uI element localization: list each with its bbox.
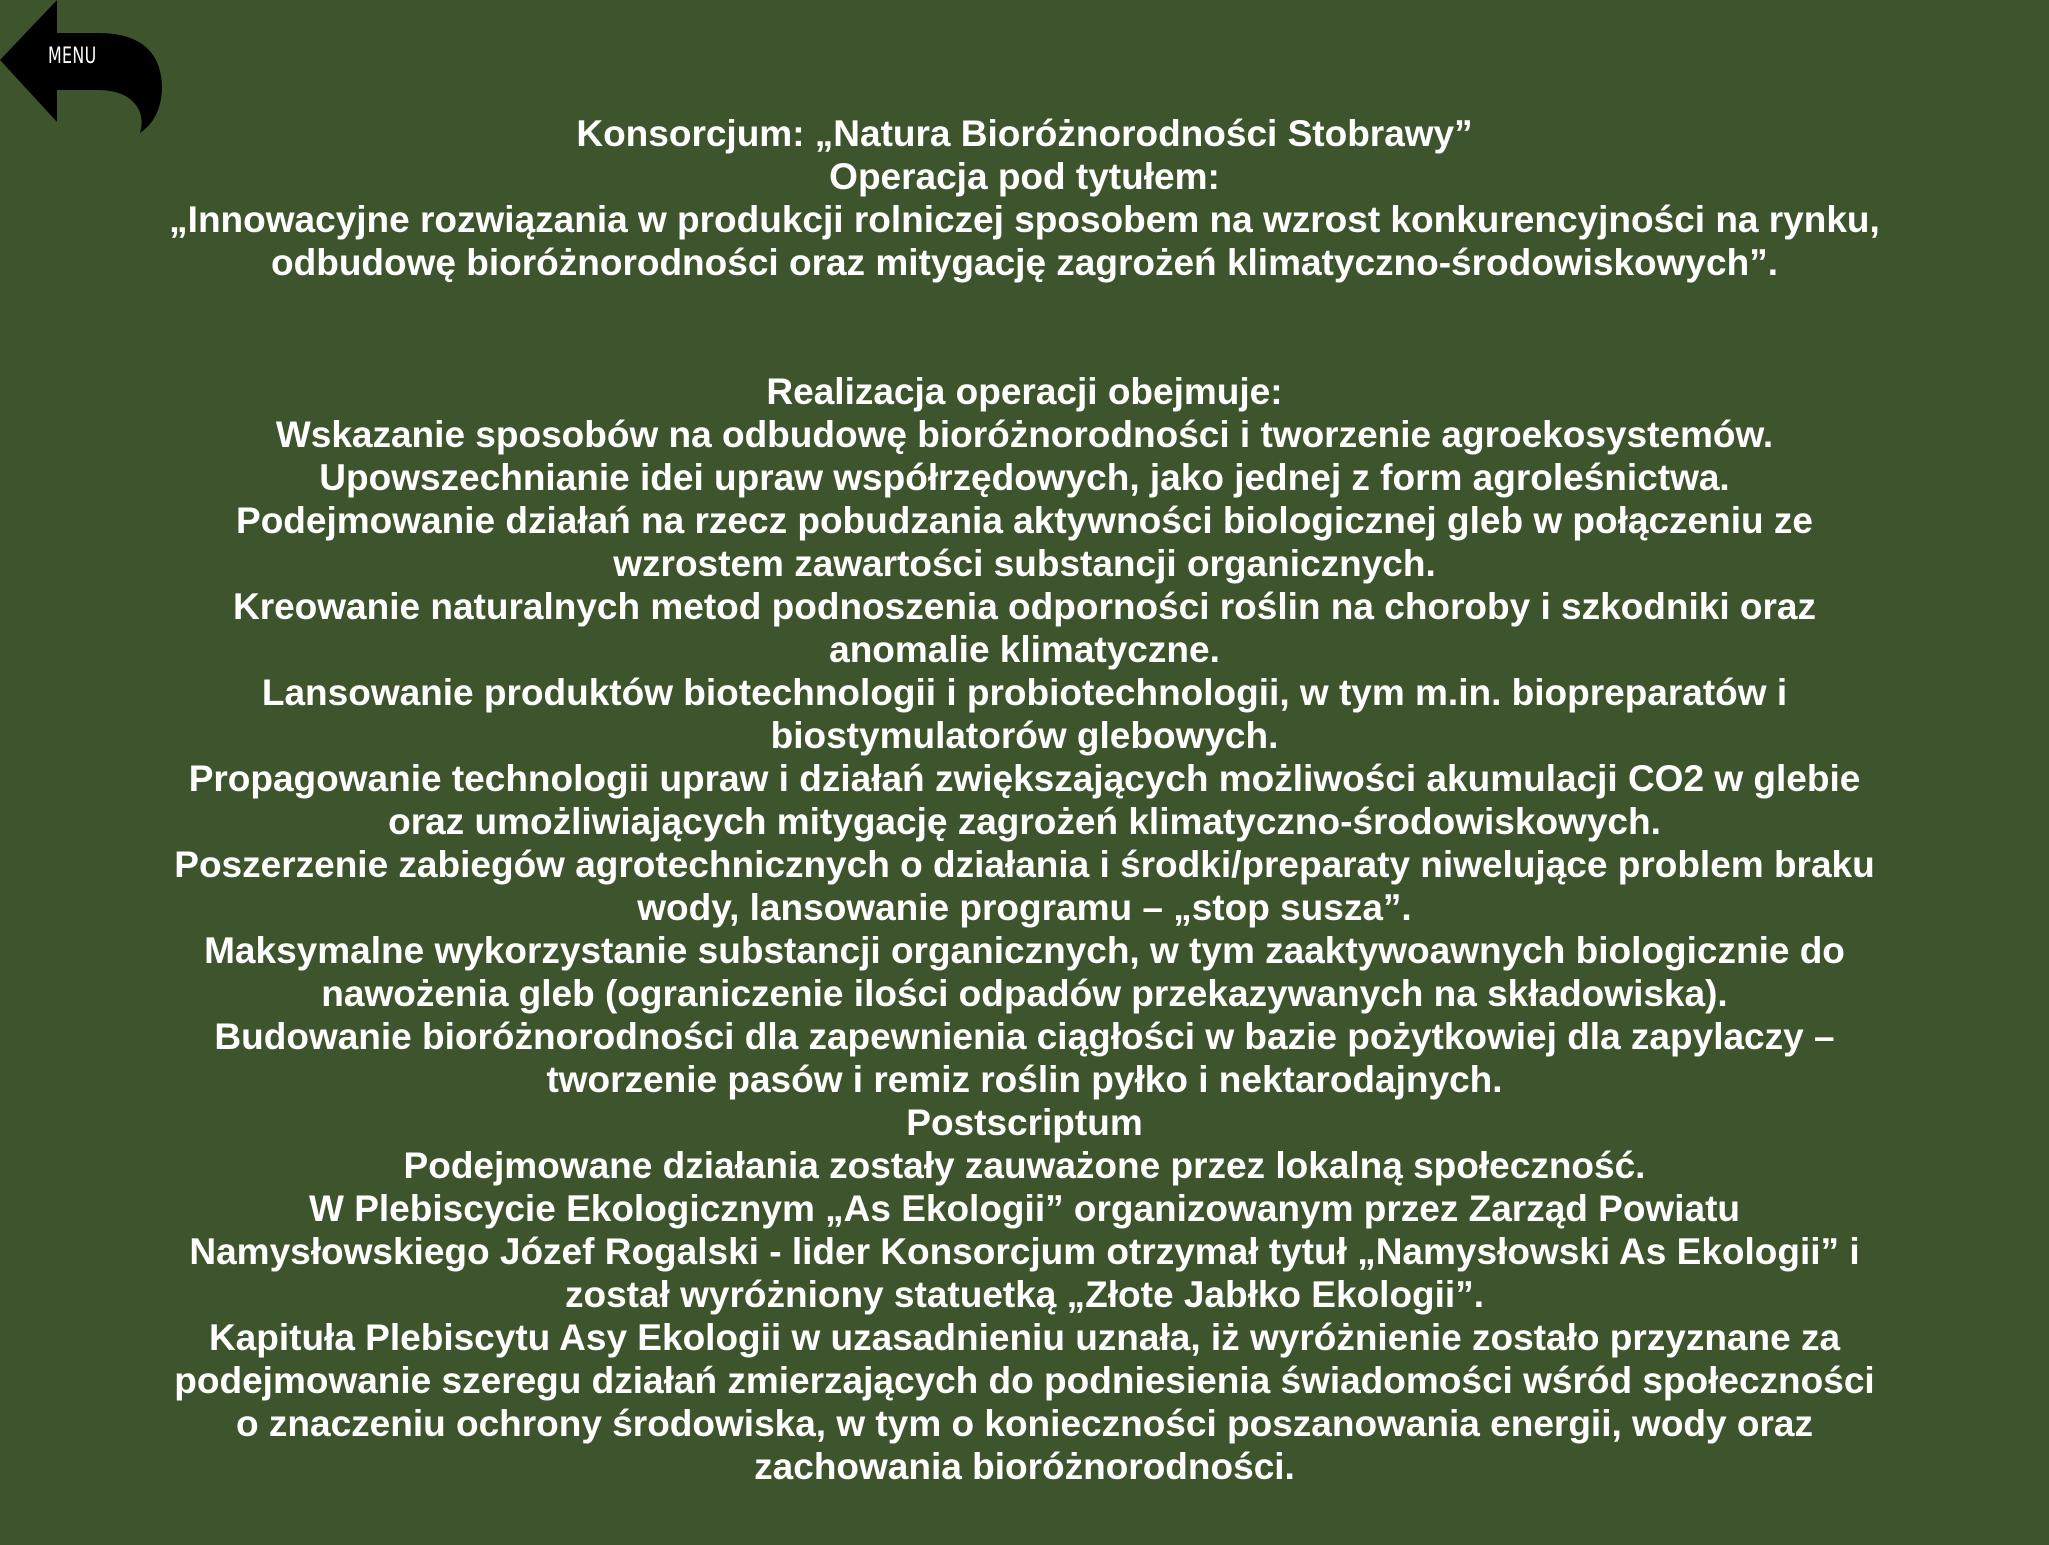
body-line: Propagowanie technologii upraw i działań zwiększających możliwości akumulacji CO2 w glebie — [188, 758, 1861, 799]
main-content — [0, 112, 2049, 1488]
body-line: Lansowanie produktów biotechnologii i probiotechnologii, w tym m.in. biopreparatów i — [261, 672, 1788, 713]
body-line: nawożenia gleb (ograniczenie ilości odpadów przekazywanych na składowiska). — [321, 973, 1728, 1014]
body-line: tworzenie pasów i remiz roślin pyłko i nektarodajnych. — [546, 1059, 1503, 1100]
body-line: anomalie klimatyczne. — [829, 629, 1220, 670]
body-line: Wskazanie sposobów na odbudowę bioróżnorodności i tworzenie agroekosystemów. — [275, 414, 1774, 455]
body-line: Budowanie bioróżnorodności dla zapewnienia ciągłości w bazie pożytkowiej dla zapylaczy – — [214, 1016, 1835, 1057]
body-line: o znaczeniu ochrony środowiska, w tym o konieczności poszanowania energii, wody oraz — [236, 1403, 1813, 1444]
body-line: biostymulatorów glebowych. — [770, 715, 1279, 756]
body-line: podejmowanie szeregu działań zmierzających do podniesienia świadomości wśród społeczności — [174, 1360, 1875, 1401]
body-line: oraz umożliwiających mitygację zagrożeń klimatyczno-środowiskowych. — [388, 801, 1661, 842]
body-line: Maksymalne wykorzystanie substancji organicznych, w tym zaaktywoawnych biologicznie do — [204, 930, 1845, 971]
body-line: Podejmowane działania zostały zauważone przez lokalną społeczność. — [403, 1145, 1646, 1186]
body-line: wody, lansowanie programu – „stop susza”. — [637, 887, 1412, 928]
body-line: Kreowanie naturalnych metod podnoszenia odporności roślin na choroby i szkodniki oraz — [232, 586, 1816, 627]
body-line: Poszerzenie zabiegów agrotechnicznych o działania i środki/preparaty niwelujące problem braku — [174, 844, 1875, 885]
operation-title-line-1: „Innowacyjne rozwiązania w produkcji rolniczej sposobem na wzrost konkurencyjności na rynku, — [169, 199, 1880, 240]
header-block — [0, 112, 2049, 284]
operation-title-line-2: odbudowę bioróżnorodności oraz mitygację zagrożeń klimatyczno-środowiskowych”. — [271, 242, 1778, 283]
body-line: W Plebiscycie Ekologicznym „As Ekologii” organizowanym przez Zarząd Powiatu — [309, 1188, 1740, 1229]
consortium-title: Konsorcjum: „Natura Bioróżnorodności Stobrawy” — [576, 113, 1473, 154]
body-block — [0, 370, 2049, 1488]
body-line: zachowania bioróżnorodności. — [754, 1446, 1295, 1487]
spacer — [0, 284, 2049, 370]
body-line: Namysłowskiego Józef Rogalski - lider Konsorcjum otrzymał tytuł „Namysłowski As Ekologii” i — [189, 1231, 1860, 1272]
body-line: Podejmowanie działań na rzecz pobudzania aktywności biologicznej gleb w połączeniu ze — [236, 500, 1813, 541]
body-line: został wyróżniony statuetką „Złote Jabłko Ekologii”. — [564, 1274, 1484, 1315]
body-line: Kapituła Plebiscytu Asy Ekologii w uzasadnieniu uznała, iż wyróżnienie zostało przyznane za — [208, 1317, 1841, 1358]
body-line: Upowszechnianie idei upraw współrzędowych, jako jednej z form agroleśnictwa. — [319, 457, 1730, 498]
body-line: wzrostem zawartości substancji organicznych. — [613, 543, 1436, 584]
menu-label: MENU — [48, 44, 97, 69]
operation-label: Operacja pod tytułem: — [829, 156, 1220, 197]
postscript-heading: Postscriptum — [906, 1102, 1143, 1143]
section-heading: Realizacja operacji obejmuje: — [766, 371, 1283, 412]
